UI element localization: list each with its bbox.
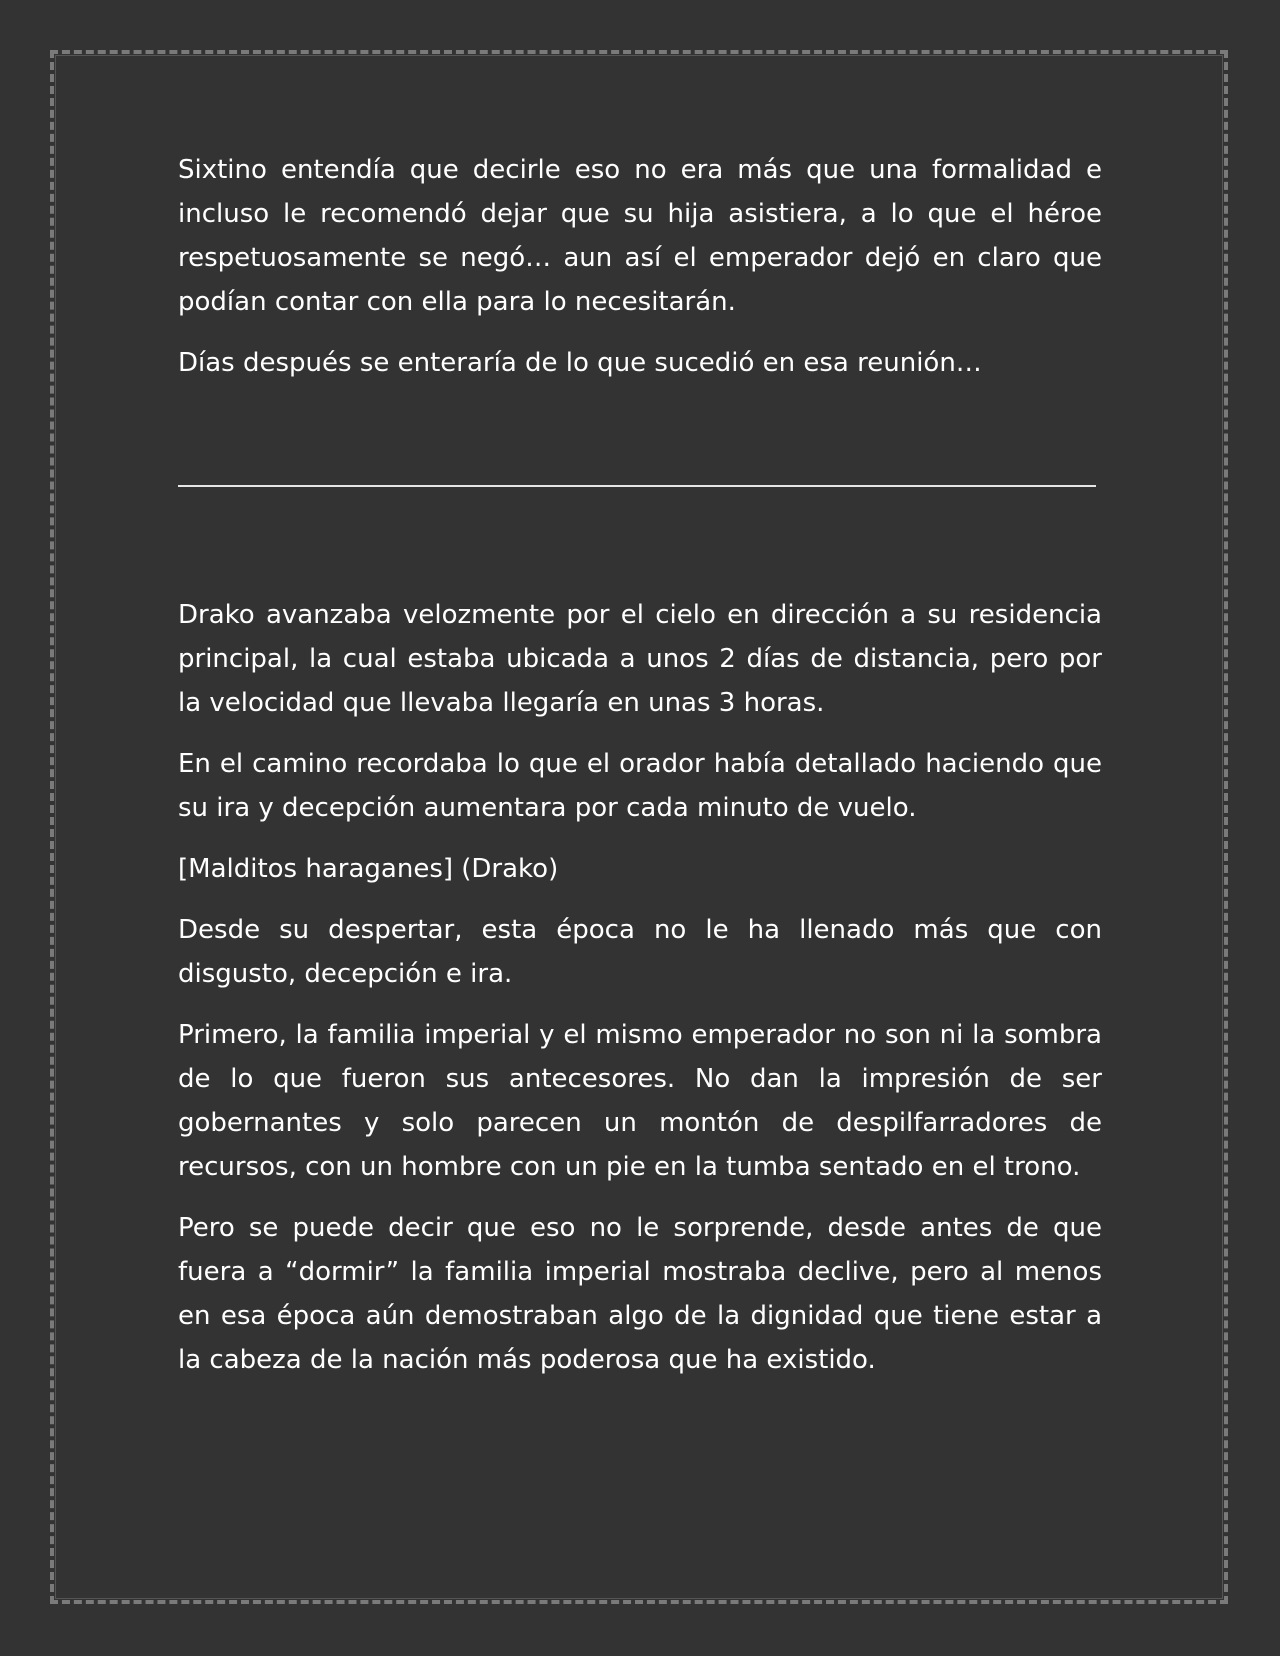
paragraph: Sixtino entendía que decirle eso no era más que una formalidad e incluso le recomendó dejar que su hija asistiera, a lo que el héroe respetuosamente se negó… aun así el emperador dejó en claro que podían contar con ella para lo necesitarán.	[178, 155, 1102, 317]
paragraph: Pero se puede decir que eso no le sorprende, desde antes de que fuera a “dormir” la familia imperial mostraba declive, pero al menos en esa época aún demostraban algo de la dignidad que tiene estar a la cabeza de la nación más poderosa que ha existido.	[178, 1213, 1102, 1375]
paragraph: [Malditos haraganes] (Drako)	[178, 854, 559, 884]
paragraph: Días después se enteraría de lo que sucedió en esa reunión…	[178, 348, 982, 378]
paragraph: Desde su despertar, esta época no le ha llenado más que con disgusto, decepción e ira.	[178, 915, 1102, 989]
document-body	[178, 148, 1102, 1399]
section-divider	[178, 485, 1096, 487]
paragraph: Primero, la familia imperial y el mismo emperador no son ni la sombra de lo que fueron sus antecesores. No dan la impresión de ser gobernantes y solo parecen un montón de despilfarradores de recursos, con un hombre con un pie en la tumba sentado en el trono.	[178, 1020, 1102, 1182]
paragraph: Drako avanzaba velozmente por el cielo en dirección a su residencia principal, la cual estaba ubicada a unos 2 días de distancia, pero por la velocidad que llevaba llegaría en unas 3 horas.	[178, 600, 1102, 718]
paragraph: En el camino recordaba lo que el orador había detallado haciendo que su ira y decepción aumentara por cada minuto de vuelo.	[178, 749, 1102, 823]
